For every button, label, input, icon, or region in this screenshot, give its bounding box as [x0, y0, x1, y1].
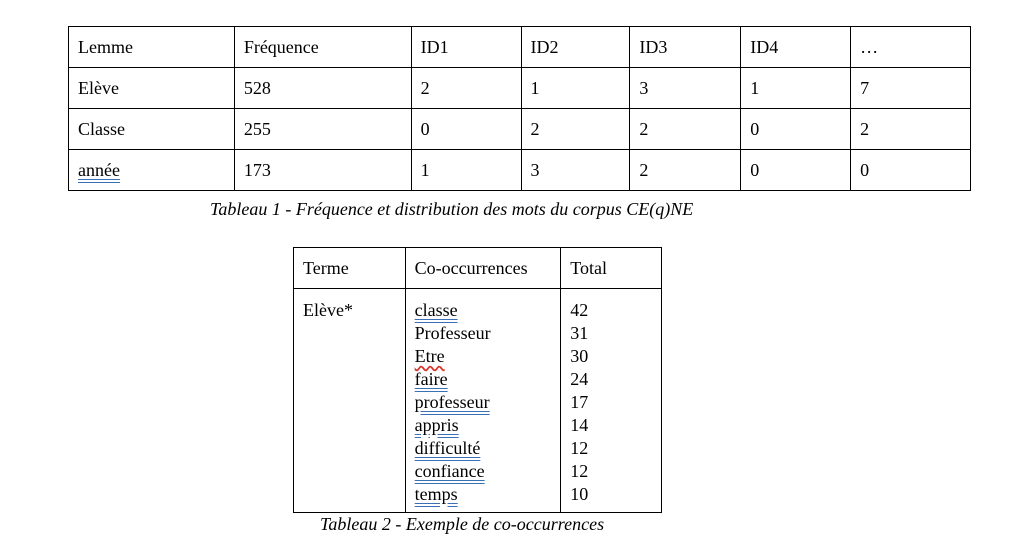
table-cell: 0 — [851, 150, 971, 191]
header-cell-total: Total — [561, 248, 662, 289]
list-item — [415, 345, 561, 368]
total-value: 17 — [570, 392, 589, 412]
table-cell: 1 — [411, 150, 521, 191]
header-cell-cooccurrences: Co-occurrences — [405, 248, 561, 289]
term-cell — [294, 289, 406, 513]
cell-text: année — [78, 160, 120, 180]
total-value: 31 — [570, 323, 589, 343]
list-item — [415, 414, 561, 437]
total-value: 12 — [570, 438, 589, 458]
table-cell: 3 — [521, 150, 630, 191]
table-cell: 0 — [741, 109, 851, 150]
header-cell-id2: ID2 — [521, 27, 630, 68]
table-cell: 1 — [521, 68, 630, 109]
table-cell: Classe — [69, 109, 235, 150]
total-value: 24 — [570, 369, 589, 389]
total-value: 42 — [570, 300, 589, 320]
table-cell: 0 — [411, 109, 521, 150]
table-cell: 255 — [234, 109, 411, 150]
table-header-row — [69, 27, 971, 68]
table-row — [69, 109, 971, 150]
table-cell: 0 — [741, 150, 851, 191]
table-header-row — [294, 248, 662, 289]
list-item — [415, 460, 561, 483]
cooccurrences-cell — [405, 289, 561, 513]
list-item — [415, 299, 561, 322]
cooccurrence-table — [293, 247, 662, 513]
header-cell-lemme: Lemme — [69, 27, 235, 68]
totals-cell — [561, 289, 662, 513]
header-cell-terme: Terme — [294, 248, 406, 289]
cooccurrence-word: temps — [414, 484, 458, 504]
table-cell — [69, 150, 235, 191]
cooccurrence-word: appris — [414, 415, 459, 435]
total-value: 30 — [570, 346, 589, 366]
table-cell: 2 — [630, 109, 741, 150]
table-cell: 528 — [234, 68, 411, 109]
table-caption: Tableau 1 - Fréquence et distribution des mots du corpus CE(q)NE — [210, 199, 694, 219]
total-value: 10 — [570, 484, 589, 504]
cooccurrence-word: faire — [414, 369, 448, 389]
table-cell: 2 — [521, 109, 630, 150]
cooccurrence-word: professeur — [414, 392, 490, 412]
table-cell: 2 — [630, 150, 741, 191]
header-cell-ellipsis: … — [851, 27, 971, 68]
cooccurrence-word: confiance — [414, 461, 485, 481]
table-cell: 7 — [851, 68, 971, 109]
list-item — [415, 368, 561, 391]
table-caption: Tableau 2 - Exemple de co-occurrences — [320, 514, 605, 534]
table-cell: 1 — [741, 68, 851, 109]
total-value: 12 — [570, 461, 589, 481]
table-row — [294, 289, 662, 513]
header-cell-id4: ID4 — [741, 27, 851, 68]
list-item — [415, 437, 561, 460]
cooccurrence-word: classe — [414, 300, 458, 320]
list-item — [415, 322, 561, 345]
total-value: 14 — [570, 415, 589, 435]
table-cell: 2 — [851, 109, 971, 150]
list-item — [415, 391, 561, 414]
term-text: Elève* — [303, 300, 353, 320]
header-cell-id3: ID3 — [630, 27, 741, 68]
header-cell-frequence: Fréquence — [234, 27, 411, 68]
table-cell: 2 — [411, 68, 521, 109]
frequency-table — [68, 26, 971, 191]
table-row — [69, 150, 971, 191]
table-cell: Elève — [69, 68, 235, 109]
table-row — [69, 68, 971, 109]
cooccurrence-word: difficulté — [414, 438, 481, 458]
table-cell: 3 — [630, 68, 741, 109]
cooccurrence-word: Professeur — [414, 323, 491, 343]
table-cell: 173 — [234, 150, 411, 191]
list-item — [415, 483, 561, 506]
cooccurrence-word: Etre — [414, 346, 445, 366]
header-cell-id1: ID1 — [411, 27, 521, 68]
